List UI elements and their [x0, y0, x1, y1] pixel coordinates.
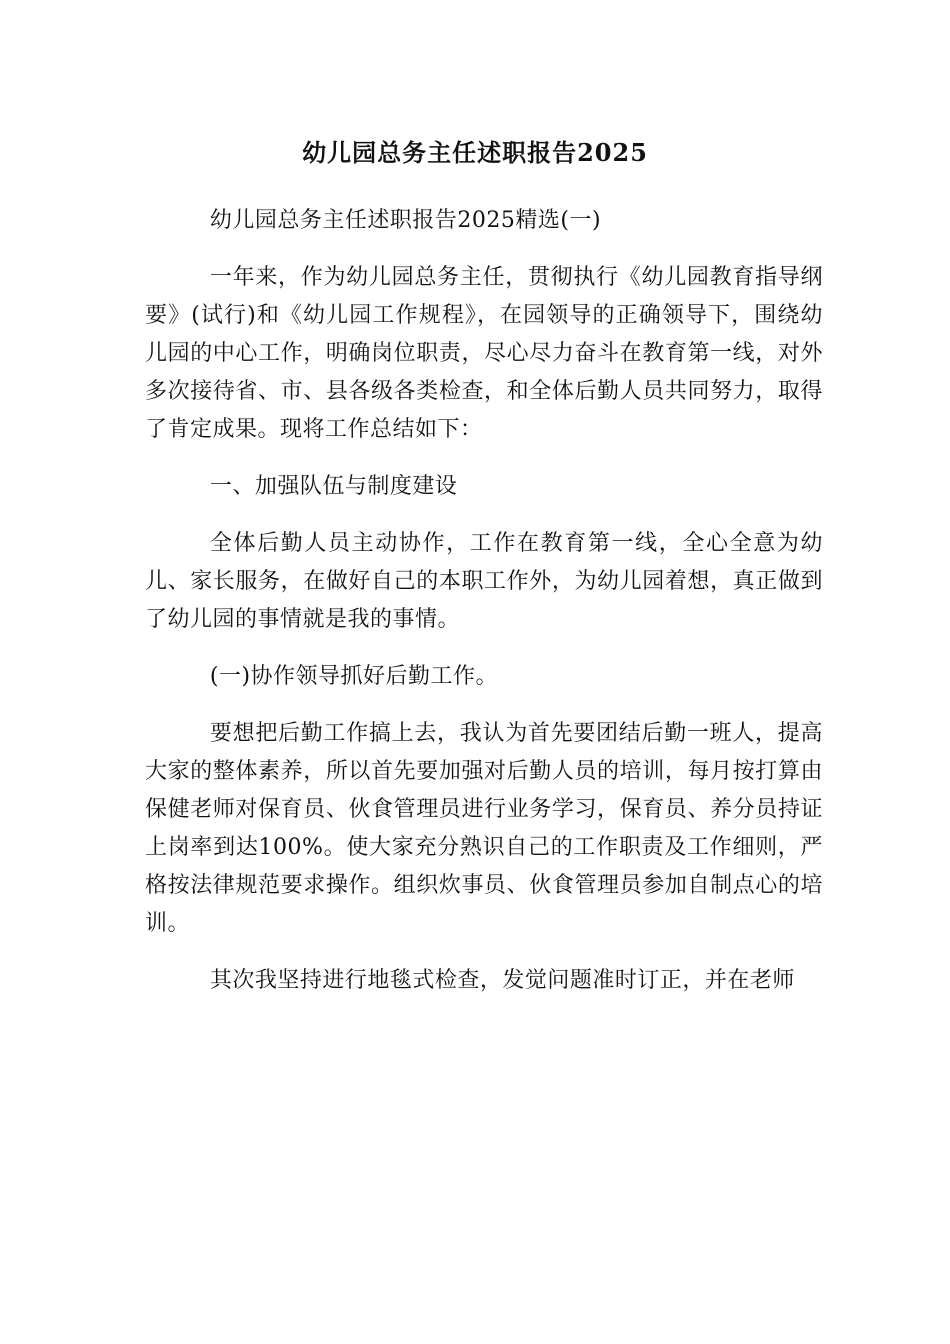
body-paragraph: 全体后勤人员主动协作，工作在教育第一线，全心全意为幼儿、家长服务，在做好自己的本职工作外，为幼儿园着想，真正做到了幼儿园的事情就是我的事情。	[145, 531, 823, 632]
section-subtitle: 幼儿园总务主任述职报告2025精选(一)	[209, 208, 602, 233]
body-paragraph: 其次我坚持进行地毯式检查，发觉问题准时订正，并在老师	[209, 968, 795, 993]
intro-paragraph: 一年来，作为幼儿园总务主任，贯彻执行《幼儿园教育指导纲要》(试行)和《幼儿园工作规程》，在园领导的正确领导下，围绕幼儿园的中心工作，明确岗位职责，尽心尽力奋斗在教育第一线，对外多次接待省、市、县各级各类检查，和全体后勤人员共同努力，取得了肯定成果。现将工作总结如下：	[145, 265, 823, 442]
section-heading-1: 一、加强队伍与制度建设	[209, 474, 458, 499]
document-body	[145, 202, 823, 1019]
body-paragraph: 要想把后勤工作搞上去，我认为首先要团结后勤一班人，提高大家的整体素养，所以首先要加强对后勤人员的培训，每月按打算由保健老师对保育员、伙食管理员进行业务学习，保育员、养分员持证上岗率到达100%。使大家充分熟识自己的工作职责及工作细则，严格按法律规范要求操作。组织炊事员、伙食管理员参加自制点心的培训。	[145, 721, 823, 936]
subsection-heading-1: (一)协作领导抓好后勤工作。	[209, 664, 499, 689]
document-title: 幼儿园总务主任述职报告2025	[302, 138, 648, 167]
